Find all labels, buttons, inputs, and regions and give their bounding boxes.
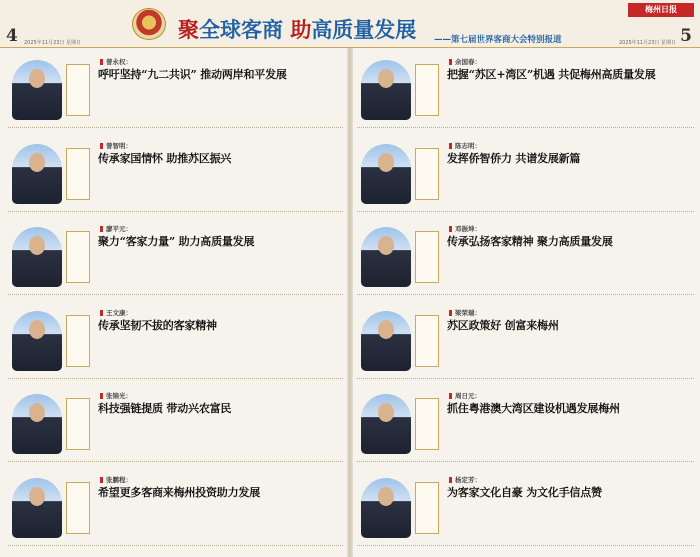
speaker-photo (361, 478, 411, 538)
speaker-face (378, 320, 394, 339)
article-section (8, 472, 343, 546)
speaker-name: 曾永权： (100, 57, 132, 66)
article-body (98, 251, 339, 291)
speaker-face (378, 403, 394, 422)
article-body (447, 84, 690, 124)
speaker-photo (361, 394, 411, 454)
article-title: 呼吁坚持“九二共识” 推动两岸和平发展 (98, 68, 287, 81)
article-title: 聚力“客家力量” 助力高质量发展 (98, 235, 255, 248)
headline-accent-1: 聚 (178, 17, 199, 42)
article-title: 把握“苏区+湾区”机遇 共促梅州高质量发展 (447, 68, 656, 81)
speaker-caption-box (66, 398, 90, 450)
headline-accent-2: 助 (290, 17, 312, 42)
speaker-caption-box (66, 148, 90, 200)
article-section (357, 221, 694, 295)
speaker-face (378, 69, 394, 88)
article-section (8, 138, 343, 212)
article-section (357, 388, 694, 462)
speaker-photo (12, 394, 62, 454)
speaker-caption-box (415, 315, 439, 367)
article-section (8, 305, 343, 379)
article-body (447, 251, 690, 291)
speaker-photo (12, 478, 62, 538)
newspaper-masthead: 梅州日报 (628, 3, 694, 17)
speaker-caption-box (415, 231, 439, 283)
speaker-photo (361, 60, 411, 120)
speaker-name: 曾智明： (100, 141, 132, 150)
spread-headline (178, 14, 416, 44)
article-title: 苏区政策好 创富来梅州 (447, 318, 559, 332)
speaker-face (29, 153, 45, 172)
speaker-name: 周日元： (449, 391, 481, 400)
article-section (8, 54, 343, 128)
speaker-face (29, 487, 45, 506)
article-title: 传承家国情怀 助推苏区振兴 (98, 151, 232, 165)
article-body (98, 335, 339, 375)
article-title: 科技强链提质 带动兴农富民 (98, 402, 232, 415)
speaker-caption-box (66, 482, 90, 534)
speaker-face (378, 487, 394, 506)
article-body (98, 418, 339, 458)
page-header (0, 0, 700, 48)
article-section (8, 388, 343, 462)
article-title: 传承坚韧不拔的客家精神 (98, 318, 217, 332)
article-body (447, 418, 690, 458)
speaker-name: 王文康： (100, 308, 132, 317)
speaker-face (29, 320, 45, 339)
speaker-face (29, 236, 45, 255)
page-number-left: 4 (6, 26, 18, 46)
speaker-caption-box (415, 482, 439, 534)
headline-part-1: 全球客商 (199, 17, 283, 42)
speaker-photo (361, 227, 411, 287)
speaker-face (29, 403, 45, 422)
headline-part-2: 高质量发展 (311, 17, 417, 42)
speaker-caption-box (66, 315, 90, 367)
page-fold (347, 48, 353, 557)
speaker-photo (12, 227, 62, 287)
article-body (447, 335, 690, 375)
article-section (357, 138, 694, 212)
speaker-name: 廖平元： (100, 224, 132, 233)
speaker-name: 余国春： (449, 57, 481, 66)
special-report-subline: ——第七届世界客商大会特别报道 (434, 35, 562, 45)
speaker-name: 杨定芳： (449, 475, 481, 484)
speaker-caption-box (66, 231, 90, 283)
article-section (357, 54, 694, 128)
article-title: 发挥侨智侨力 共谱发展新篇 (447, 151, 581, 165)
article-body (98, 84, 339, 124)
speaker-name: 张鹏程： (100, 475, 132, 484)
article-body (447, 502, 690, 542)
article-section (357, 305, 694, 379)
article-section (357, 472, 694, 546)
speaker-caption-box (66, 64, 90, 116)
article-body (98, 168, 339, 208)
dateline-left: 2025年11月23日 星期日 (24, 40, 82, 46)
article-section (8, 221, 343, 295)
speaker-name: 张锦光： (100, 391, 132, 400)
article-title: 抓住粤港澳大湾区建设机遇发展梅州 (447, 402, 620, 415)
speaker-face (378, 236, 394, 255)
speaker-photo (361, 311, 411, 371)
article-title: 希望更多客商来梅州投资助力发展 (98, 485, 260, 499)
article-title: 传承弘扬客家精神 聚力高质量发展 (447, 235, 613, 248)
conference-logo (132, 8, 166, 40)
speaker-caption-box (415, 398, 439, 450)
dateline-right: 2025年11月23日 星期日 (618, 40, 676, 46)
speaker-caption-box (415, 148, 439, 200)
speaker-photo (12, 144, 62, 204)
speaker-name: 邓振坤： (449, 224, 481, 233)
speaker-photo (361, 144, 411, 204)
article-body (447, 168, 690, 208)
speaker-photo (12, 60, 62, 120)
article-body (98, 502, 339, 542)
speaker-photo (12, 311, 62, 371)
page-number-right: 5 (680, 26, 692, 46)
speaker-caption-box (415, 64, 439, 116)
speaker-name: 陈志明： (449, 141, 481, 150)
speaker-face (378, 153, 394, 172)
speaker-face (29, 69, 45, 88)
speaker-name: 梁荣瑞： (449, 308, 481, 317)
article-title: 为客家文化自豪 为文化手信点赞 (447, 485, 602, 499)
